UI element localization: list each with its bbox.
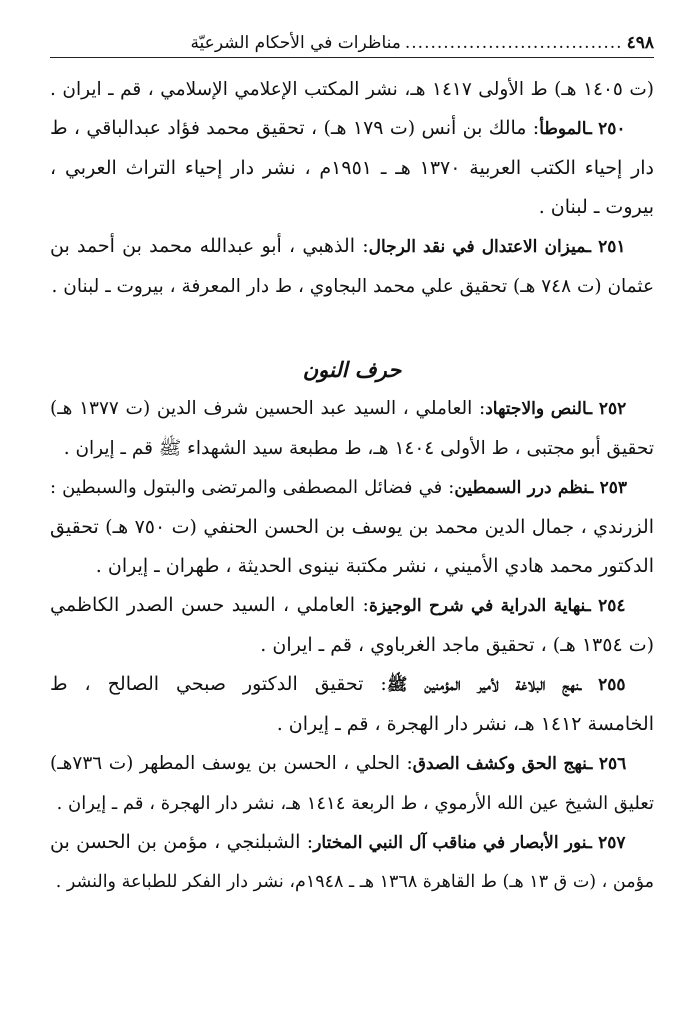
entry-number: ٢٥٧ ـ — [586, 833, 626, 853]
text-line: دار إحياء الكتب العربية ١٣٧٠ هـ ـ ١٩٥١م ، نشر دار إحياء التراث العربي ، — [50, 157, 654, 179]
entry-title: نهاية الدراية في شرح الوجيزة — [368, 596, 586, 616]
entry-title: النص والاجتهاد — [485, 399, 588, 419]
text-line: مؤمن ، (ت ق ١٣ هـ) ط القاهرة ١٣٦٨ هـ ـ ١٩٤٨م، نشر دار الفكر للطباعة والنشر . — [55, 872, 654, 892]
text-line: تعليق الشيخ عين الله الأرموي ، ط الربعة ١٤١٤ هـ، نشر دار الهجرة ، قم ـ إيران . — [56, 793, 654, 814]
entry-number: ٢٥٣ ـ — [588, 478, 627, 498]
entry-title: نهج الحق وكشف الصدق — [412, 754, 588, 774]
entry-title: ميزان الاعتدال في نقد الرجال — [368, 237, 587, 257]
bibliography-entry-257 — [50, 823, 654, 902]
page-number: ٤٩٨ — [626, 33, 654, 53]
text-line — [50, 823, 654, 863]
entry-text: : العاملي ، السيد حسن الصدر الكاظمي — [50, 594, 369, 616]
entry-text: : العاملي ، السيد عبد الحسين شرف الدين (ت ١٣٧٧ هـ) — [50, 398, 486, 419]
entry-text: : في فضائل المصطفى والمرتضى والبتول والسبطين : — [50, 477, 455, 498]
entry-text: : تحقيق الدكتور صبحي الصالح ، ط — [50, 673, 387, 695]
bibliography-entry-251 — [50, 227, 654, 306]
bibliography-entry-256 — [50, 744, 654, 823]
text-line — [50, 468, 654, 508]
entry-title: الموطأ — [539, 119, 587, 139]
text-line — [50, 744, 654, 784]
text-line — [50, 586, 654, 626]
entry-title: نور الأبصار في مناقب آل النبي المختار — [313, 833, 587, 853]
text-line: الزرندي ، جمال الدين محمد بن يوسف بن الحسن الحنفي (ت ٧٥٠ هـ) تحقيق — [50, 516, 654, 538]
text-line: تحقيق أبو مجتبى ، ط الأولى ١٤٠٤ هـ، ط مطبعة سيد الشهداء ﷺ قم ـ إيران . — [63, 438, 654, 459]
section-gap — [50, 306, 654, 350]
entry-number: ٢٥٥ ـ — [579, 675, 626, 695]
text-line: (ت ١٣٥٤ هـ) ، تحقيق ماجد الغرباوي ، قم ـ ايران . — [260, 634, 654, 656]
entry-text: : مالك بن أنس (ت ١٧٩ هـ) ، تحقيق محمد فؤاد عبدالباقي ، ط — [50, 117, 540, 139]
page-body — [50, 70, 654, 902]
entry-number: ٢٥٢ ـ — [587, 399, 627, 419]
entry-title: نهج البلاغة لأمير المؤمنين ﷺ — [386, 675, 580, 695]
entry-text: : الشبلنجي ، مؤمن بن الحسن بن — [50, 831, 314, 853]
entry-number: ٢٥٠ ـ — [586, 119, 626, 139]
bibliography-entry-252 — [50, 389, 654, 468]
header-book-title: مناظرات في الأحكام الشرعيّة — [190, 33, 401, 53]
text-line: الخامسة ١٤١٢ هـ، نشر دار الهجرة ، قم ـ إيران . — [276, 713, 654, 735]
text-line — [50, 227, 654, 267]
text-line: عثمان (ت ٧٤٨ هـ) تحقيق علي محمد البجاوي ، ط دار المعرفة ، بيروت ـ لبنان . — [51, 276, 654, 297]
bibliography-entry-253 — [50, 468, 654, 586]
entry-title: نظم درر السمطين — [454, 478, 589, 498]
text-line: الدكتور محمد هادي الأميني ، نشر مكتبة نينوى الحديثة ، طهران ـ إيران . — [95, 555, 654, 577]
entry-text: : الحلي ، الحسن بن يوسف المطهر (ت ٧٣٦هـ) — [50, 753, 413, 774]
entry-number: ٢٥٦ ـ — [587, 754, 627, 774]
bibliography-entry-250 — [50, 109, 654, 227]
entry-number: ٢٥٤ ـ — [585, 596, 626, 616]
text-line — [50, 389, 654, 429]
text-line — [50, 109, 654, 149]
header-leader-dots: .................................. — [404, 33, 623, 53]
entry-number: ٢٥١ ـ — [586, 237, 626, 257]
section-heading: حرف النون — [302, 357, 402, 382]
text-line — [50, 665, 654, 705]
entry-text: : الذهبي ، أبو عبدالله محمد بن أحمد بن — [50, 235, 369, 257]
text-line: (ت ١٤٠٥ هـ) ط الأولى ١٤١٧ هـ، نشر المكتب الإعلامي الإسلامي ، قم ـ ايران . — [50, 79, 654, 100]
bibliography-entry-254 — [50, 586, 654, 665]
running-header — [50, 24, 654, 58]
bibliography-entry-255 — [50, 665, 654, 744]
text-line: بيروت ـ لبنان . — [538, 196, 654, 218]
